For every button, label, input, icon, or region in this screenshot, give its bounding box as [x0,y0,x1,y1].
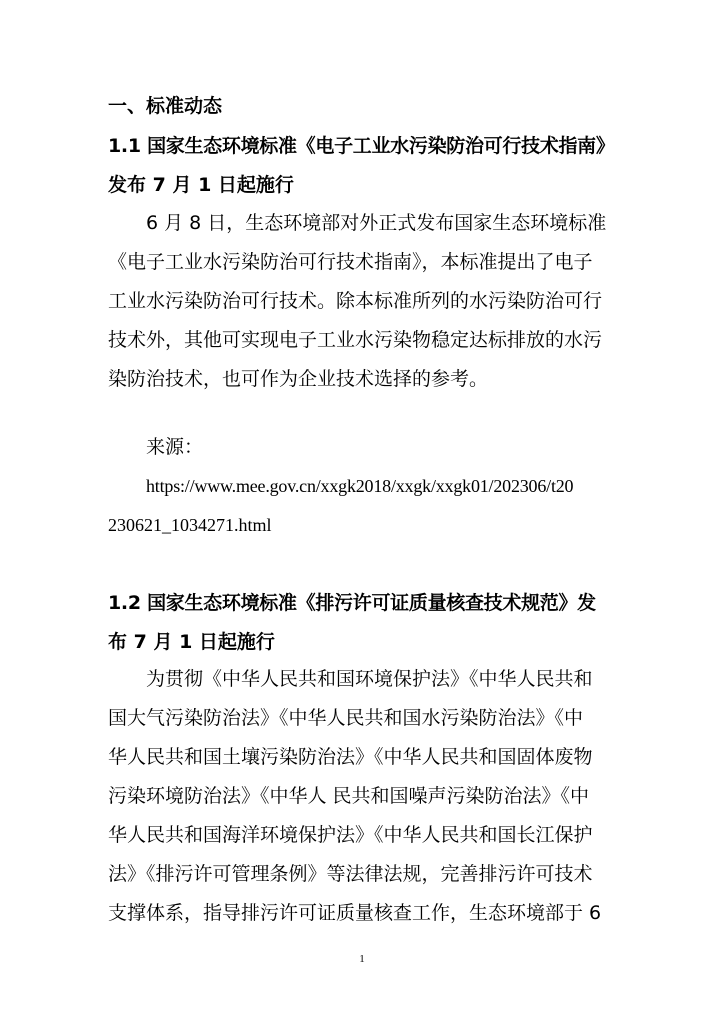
article2-paragraph-line: 支撑体系，指导排污许可证质量核查工作，生态环境部于 6 [108,902,602,924]
article2-paragraph-line: 为贯彻《中华人民共和国环境保护法》《中华人民共和 [146,668,593,690]
article1-source-url-line1[interactable]: https://www.mee.gov.cn/xxgk2018/xxgk/xxgk01/202306/t20 [146,476,574,496]
article1-source-label: 来源： [146,436,204,458]
article1-source-url-line2[interactable]: 230621_1034271.html [108,515,272,535]
article1-paragraph-line: 工业水污染防治可行技术。除本标准所列的水污染防治可行 [108,290,603,312]
section-heading: 一、标准动态 [108,95,223,117]
article2-title-line1: 1.2 国家生态环境标准《排污许可证质量核查技术规范》发 [108,592,596,614]
article2-paragraph-line: 华人民共和国土壤污染防治法》《中华人民共和国固体废物 [108,746,593,768]
article1-paragraph-line: 6 月 8 日，生态环境部对外正式发布国家生态环境标准 [146,212,607,234]
article2-paragraph-line: 华人民共和国海洋环境保护法》《中华人民共和国长江保护 [108,824,593,846]
article1-paragraph-line: 染防治技术，也可作为企业技术选择的参考。 [108,368,489,390]
article1-paragraph-line: 《电子工业水污染防治可行技术指南》，本标准提出了电子 [108,251,593,273]
article1-paragraph-line: 技术外，其他可实现电子工业水污染物稳定达标排放的水污 [108,329,603,351]
page-number: 1 [359,953,365,965]
article1-title-line1: 1.1 国家生态环境标准《电子工业水污染防治可行技术指南》 [108,135,615,157]
article2-title-line2: 布 7 月 1 日起施行 [108,631,275,653]
article2-paragraph-line: 国大气污染防治法》《中华人民共和国水污染防治法》《中 [108,707,584,729]
article2-paragraph-line: 法》《排污许可管理条例》等法律法规，完善排污许可技术 [108,863,593,885]
article1-title-line2: 发布 7 月 1 日起施行 [108,174,294,196]
article2-paragraph-line: 污染环境防治法》《中华人 民共和国噪声污染防治法》《中 [108,785,590,807]
